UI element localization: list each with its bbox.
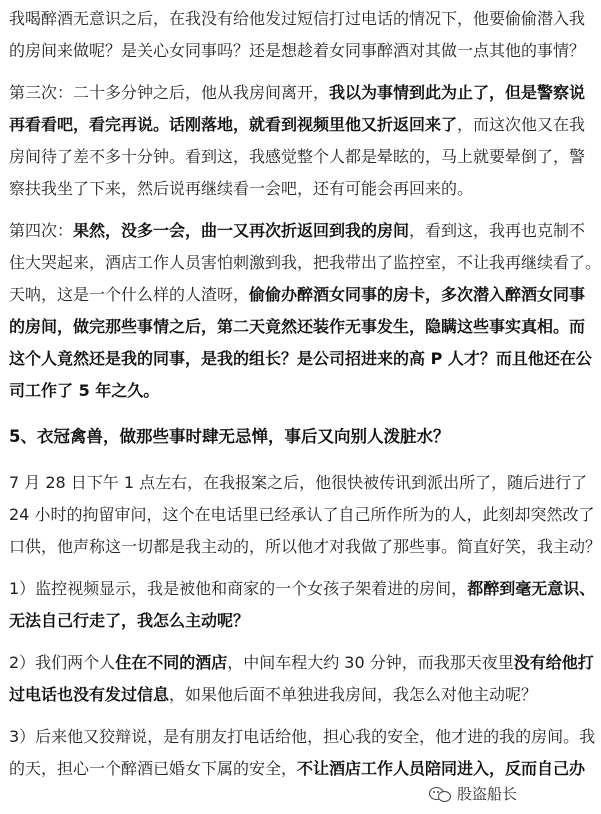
- paragraph-line: 房间待了差不多十分钟。看到这，我感觉整个人都是晕眩的，马上就要晕倒了，警: [9, 147, 586, 166]
- paragraph-line: 第三次：二十多分钟之后，他从我房间离开，我以为事情到此为止了，但是警察说: [9, 83, 586, 102]
- watermark: [429, 783, 517, 804]
- paragraph-line: 住大哭起来，酒店工作人员害怕刺激到我，把我带出了监控室，不让我再继续看了。: [9, 253, 601, 272]
- list-item: 3）后来他又狡辩说，是有朋友打电话给他，担心我的安全，他才进的我的房间。我: [9, 727, 596, 746]
- paragraph-line: 再看看吧，看完再说。话刚落地，就看到视频里他又折返回来了，而这次他又在我: [9, 115, 586, 134]
- list-item: 2）我们两个人住在不同的酒店，中间车程大约 30 分钟，而我那天夜里没有给他打: [9, 653, 594, 672]
- paragraph-line: 的房间，做完那些事情之后，第二天竟然还装作无事发生，隐瞒这些事实真相。而: [9, 317, 586, 336]
- list-item: 过电话也没有发过信息，如果他后面不单独进我房间，我怎么对他主动呢？: [9, 685, 538, 704]
- section-heading: 5、衣冠禽兽，做那些事时肆无忌惮，事后又向别人泼脏水？: [9, 427, 450, 446]
- list-item: 无法自己行走了，我怎么主动呢？: [9, 611, 250, 630]
- paragraph-line: 24 小时的拘留审问，这个在电话里已经承认了自己所作所为的人，此刻却突然改了: [9, 505, 595, 524]
- wechat-icon: [429, 786, 451, 802]
- paragraph-line: 这个人竟然还是我的同事，是我的组长？是公司招进来的高 P 人才？而且他还在公: [9, 349, 592, 368]
- paragraph-line: 第四次：果然，没多一会，曲一又再次折返回到我的房间，看到这，我再也克制不: [9, 221, 586, 240]
- list-item: 的天，担心一个醉酒已婚女下属的安全，不让酒店工作人员陪同进入，反而自己办: [9, 759, 586, 778]
- paragraph-line: 的房间来做呢？是关心女同事吗？还是想趁着女同事醉酒对其做一点其他的事情？: [9, 41, 586, 60]
- watermark-text: 股盗船长: [456, 785, 517, 803]
- paragraph-line: 司工作了 5 年之久。: [9, 381, 160, 400]
- paragraph-line: 口供，他声称这一切都是我主动的，所以他才对我做了那些事。简直好笑，我主动？: [9, 537, 601, 556]
- paragraph-line: 7 月 28 日下午 1 点左右，在我报案之后，他很快被传讯到派出所了，随后进行了: [9, 473, 588, 492]
- paragraph-line: 我喝醉酒无意识之后，在我没有给他发过短信打过电话的情况下，他要偷偷潜入我: [9, 9, 586, 28]
- list-item: 1）监控视频显示，我是被他和商家的一个女孩子架着进的房间，都醉到毫无意识、: [9, 579, 596, 598]
- paragraph-line: 察扶我坐了下来，然后说再继续看一会吧，还有可能会再回来的。: [9, 179, 474, 198]
- paragraph-line: 天呐，这是一个什么样的人渣呀，偷偷办醉酒女同事的房卡，多次潜入醉酒女同事: [9, 285, 586, 304]
